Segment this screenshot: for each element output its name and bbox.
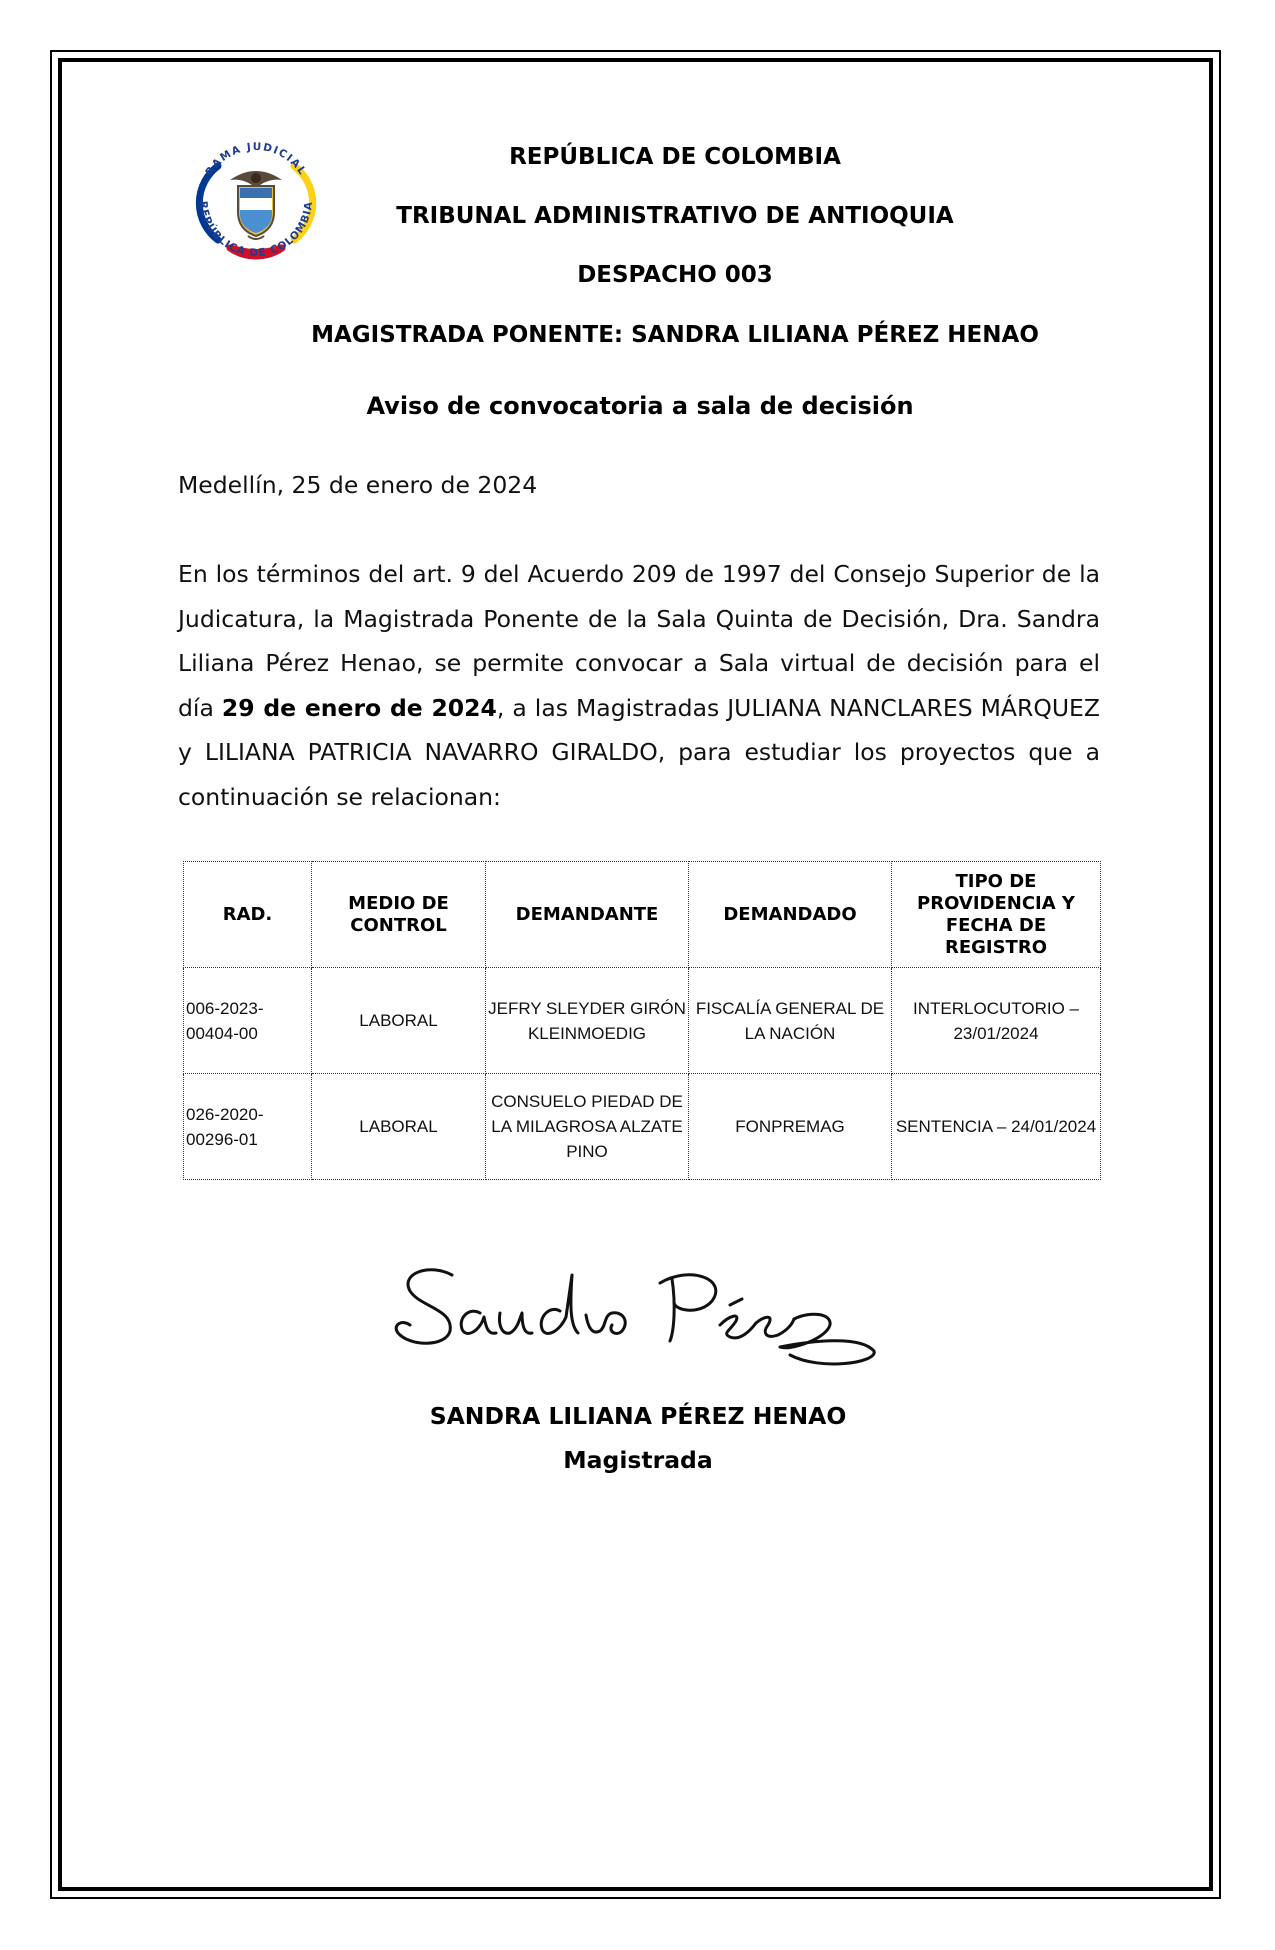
signer-name: SANDRA LILIANA PÉREZ HENAO	[429, 1402, 847, 1430]
cell-tipo-providencia: INTERLOCUTORIO – 23/01/2024	[892, 968, 1101, 1074]
document-subtitle: Aviso de convocatoria a sala de decisión	[366, 392, 914, 420]
cell-medio-de-control: LABORAL	[312, 1074, 486, 1180]
session-date: 29 de enero de 2024	[221, 693, 497, 722]
handwritten-signature	[390, 1255, 880, 1375]
cell-demandante: CONSUELO PIEDAD DE LA MILAGROSA ALZATE PINO	[486, 1074, 689, 1180]
column-header-tipo-providencia: TIPO DE PROVIDENCIA Y FECHA DE REGISTRO	[892, 862, 1101, 968]
body-paragraph	[178, 552, 1100, 819]
cell-demandado: FISCALÍA GENERAL DE LA NACIÓN	[689, 968, 892, 1074]
header-magistrate: MAGISTRADA PONENTE: SANDRA LILIANA PÉREZ HENAO	[311, 322, 1039, 348]
table-header-row	[184, 862, 1101, 968]
column-header-demandado: DEMANDADO	[689, 862, 892, 968]
svg-text:REPÚBLICA DE COLOMBIA: REPÚBLICA DE COLOMBIA	[196, 200, 316, 260]
body-text-after: , a las Magistradas JULIANA NANCLARES MÁRQUEZ y LILIANA PATRICIA NAVARRO GIRALDO, para estudiar los proyectos que a continuación se relacionan:	[178, 693, 1100, 811]
cell-medio-de-control: LABORAL	[312, 968, 486, 1074]
header-office: DESPACHO 003	[577, 262, 773, 288]
column-header-medio-de-control: MEDIO DE CONTROL	[312, 862, 486, 968]
projects-table	[183, 861, 1101, 1180]
table-row	[184, 1074, 1101, 1180]
header-republic: REPÚBLICA DE COLOMBIA	[509, 144, 841, 170]
svg-text:RAMA JUDICIAL: RAMA JUDICIAL	[203, 140, 309, 178]
cell-rad: 006-2023-00404-00	[184, 968, 312, 1074]
signer-title: Magistrada	[563, 1446, 713, 1474]
cell-tipo-providencia: SENTENCIA – 24/01/2024	[892, 1074, 1101, 1180]
cell-demandado: FONPREMAG	[689, 1074, 892, 1180]
cell-demandante: JEFRY SLEYDER GIRÓN KLEINMOEDIG	[486, 968, 689, 1074]
date-line: Medellín, 25 de enero de 2024	[178, 471, 538, 499]
column-header-rad: RAD.	[184, 862, 312, 968]
column-header-demandante: DEMANDANTE	[486, 862, 689, 968]
body-text-before: En los términos del art. 9 del Acuerdo 209 de 1997 del Consejo Superior de la Judicatura, la Magistrada Ponente de la Sala Quinta de Decisión, Dra. Sandra Liliana Pérez Henao, se permite convocar a Sala virtual de decisión para el día	[178, 560, 1100, 722]
header-tribunal: TRIBUNAL ADMINISTRATIVO DE ANTIOQUIA	[396, 203, 954, 229]
table-row	[184, 968, 1101, 1074]
cell-rad: 026-2020-00296-01	[184, 1074, 312, 1180]
